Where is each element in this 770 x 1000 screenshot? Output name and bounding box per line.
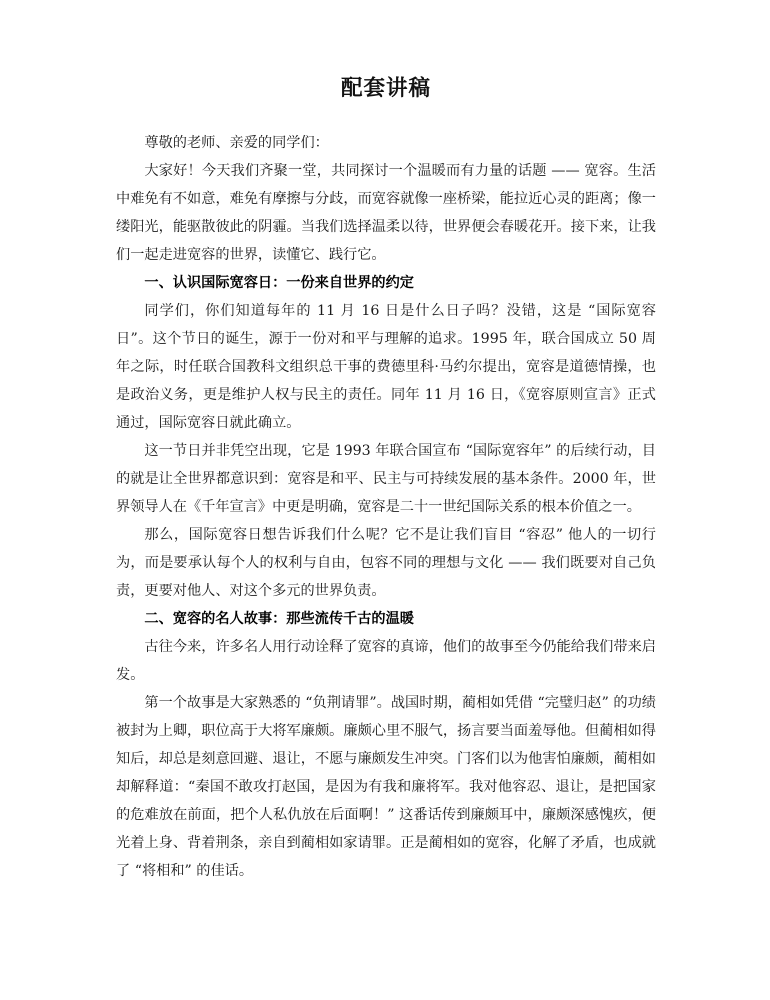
tolerance-day-origin-paragraph: 同学们，你们知道每年的 11 月 16 日是什么日子吗？没错，这是 “国际宽容日”。这个节日的诞生，源于一份对和平与理解的追求。1995 年，联合国成立 50 周年之际，时任联合国教科文组织总干事的费德里科·马约尔提出，宽容是道德情操，也是政治义务，更是维护人权与民主的责任。同年 11 月 16 日，《宽容原则宣言》正式通过，国际宽容日就此确立。: [116, 303, 656, 432]
famous-stories-intro-paragraph: 古往今来，许多名人用行动诠释了宽容的真谛，他们的故事至今仍能给我们带来启发。: [116, 639, 656, 684]
section-heading-two: 二、宽容的名人故事：那些流传千古的温暖: [144, 611, 414, 628]
opening-paragraph: 大家好！今天我们齐聚一堂，共同探讨一个温暖而有力量的话题 —— 宽容。生活中难免有不如意，难免有摩擦与分歧，而宽容就像一座桥梁，能拉近心灵的距离；像一缕阳光，能驱散彼此的阴霾。当我们选择温柔以待，世界便会春暖花开。接下来，让我们一起走进宽容的世界，读懂它、践行它。: [116, 163, 656, 264]
document-body: [116, 74, 656, 885]
tolerance-year-paragraph: 这一节日并非凭空出现，它是 1993 年联合国宣布 “国际宽容年” 的后续行动，目的就是让全世界都意识到：宽容是和平、民主与可持续发展的基本条件。2000 年，世界领导人在《千年宣言》中更是明确，宽容是二十一世纪国际关系的根本价值之一。: [116, 443, 656, 516]
section-heading-one: 一、认识国际宽容日：一份来自世界的约定: [144, 275, 414, 292]
tolerance-meaning-paragraph: 那么，国际宽容日想告诉我们什么呢？它不是让我们盲目 “容忍” 他人的一切行为，而是要承认每个人的权利与自由，包容不同的理想与文化 —— 我们既要对自己负责，更要对他人、对这个多元的世界负责。: [116, 527, 656, 600]
salutation-paragraph: 尊敬的老师、亲爱的同学们：: [144, 135, 329, 152]
fujing-qingzui-story-paragraph: 第一个故事是大家熟悉的 “负荆请罪”。战国时期，蔺相如凭借 “完璧归赵” 的功绩被封为上卿，职位高于大将军廉颇。廉颇心里不服气，扬言要当面羞辱他。但蔺相如得知后，却总是刻意回避、退让，不愿与廉颇发生冲突。门客们以为他害怕廉颇，蔺相如却解释道：“秦国不敢攻打赵国，是因为有我和廉将军。我对他容忍、退让，是把国家的危难放在前面，把个人私仇放在后面啊！” 这番话传到廉颇耳中，廉颇深感愧疚，便光着上身、背着荆条，亲自到蔺相如家请罪。正是蔺相如的宽容，化解了矛盾，也成就了 “将相和” 的佳话。: [116, 695, 656, 880]
paragraph-container: [116, 129, 656, 885]
page-title: 配套讲稿: [340, 76, 431, 101]
